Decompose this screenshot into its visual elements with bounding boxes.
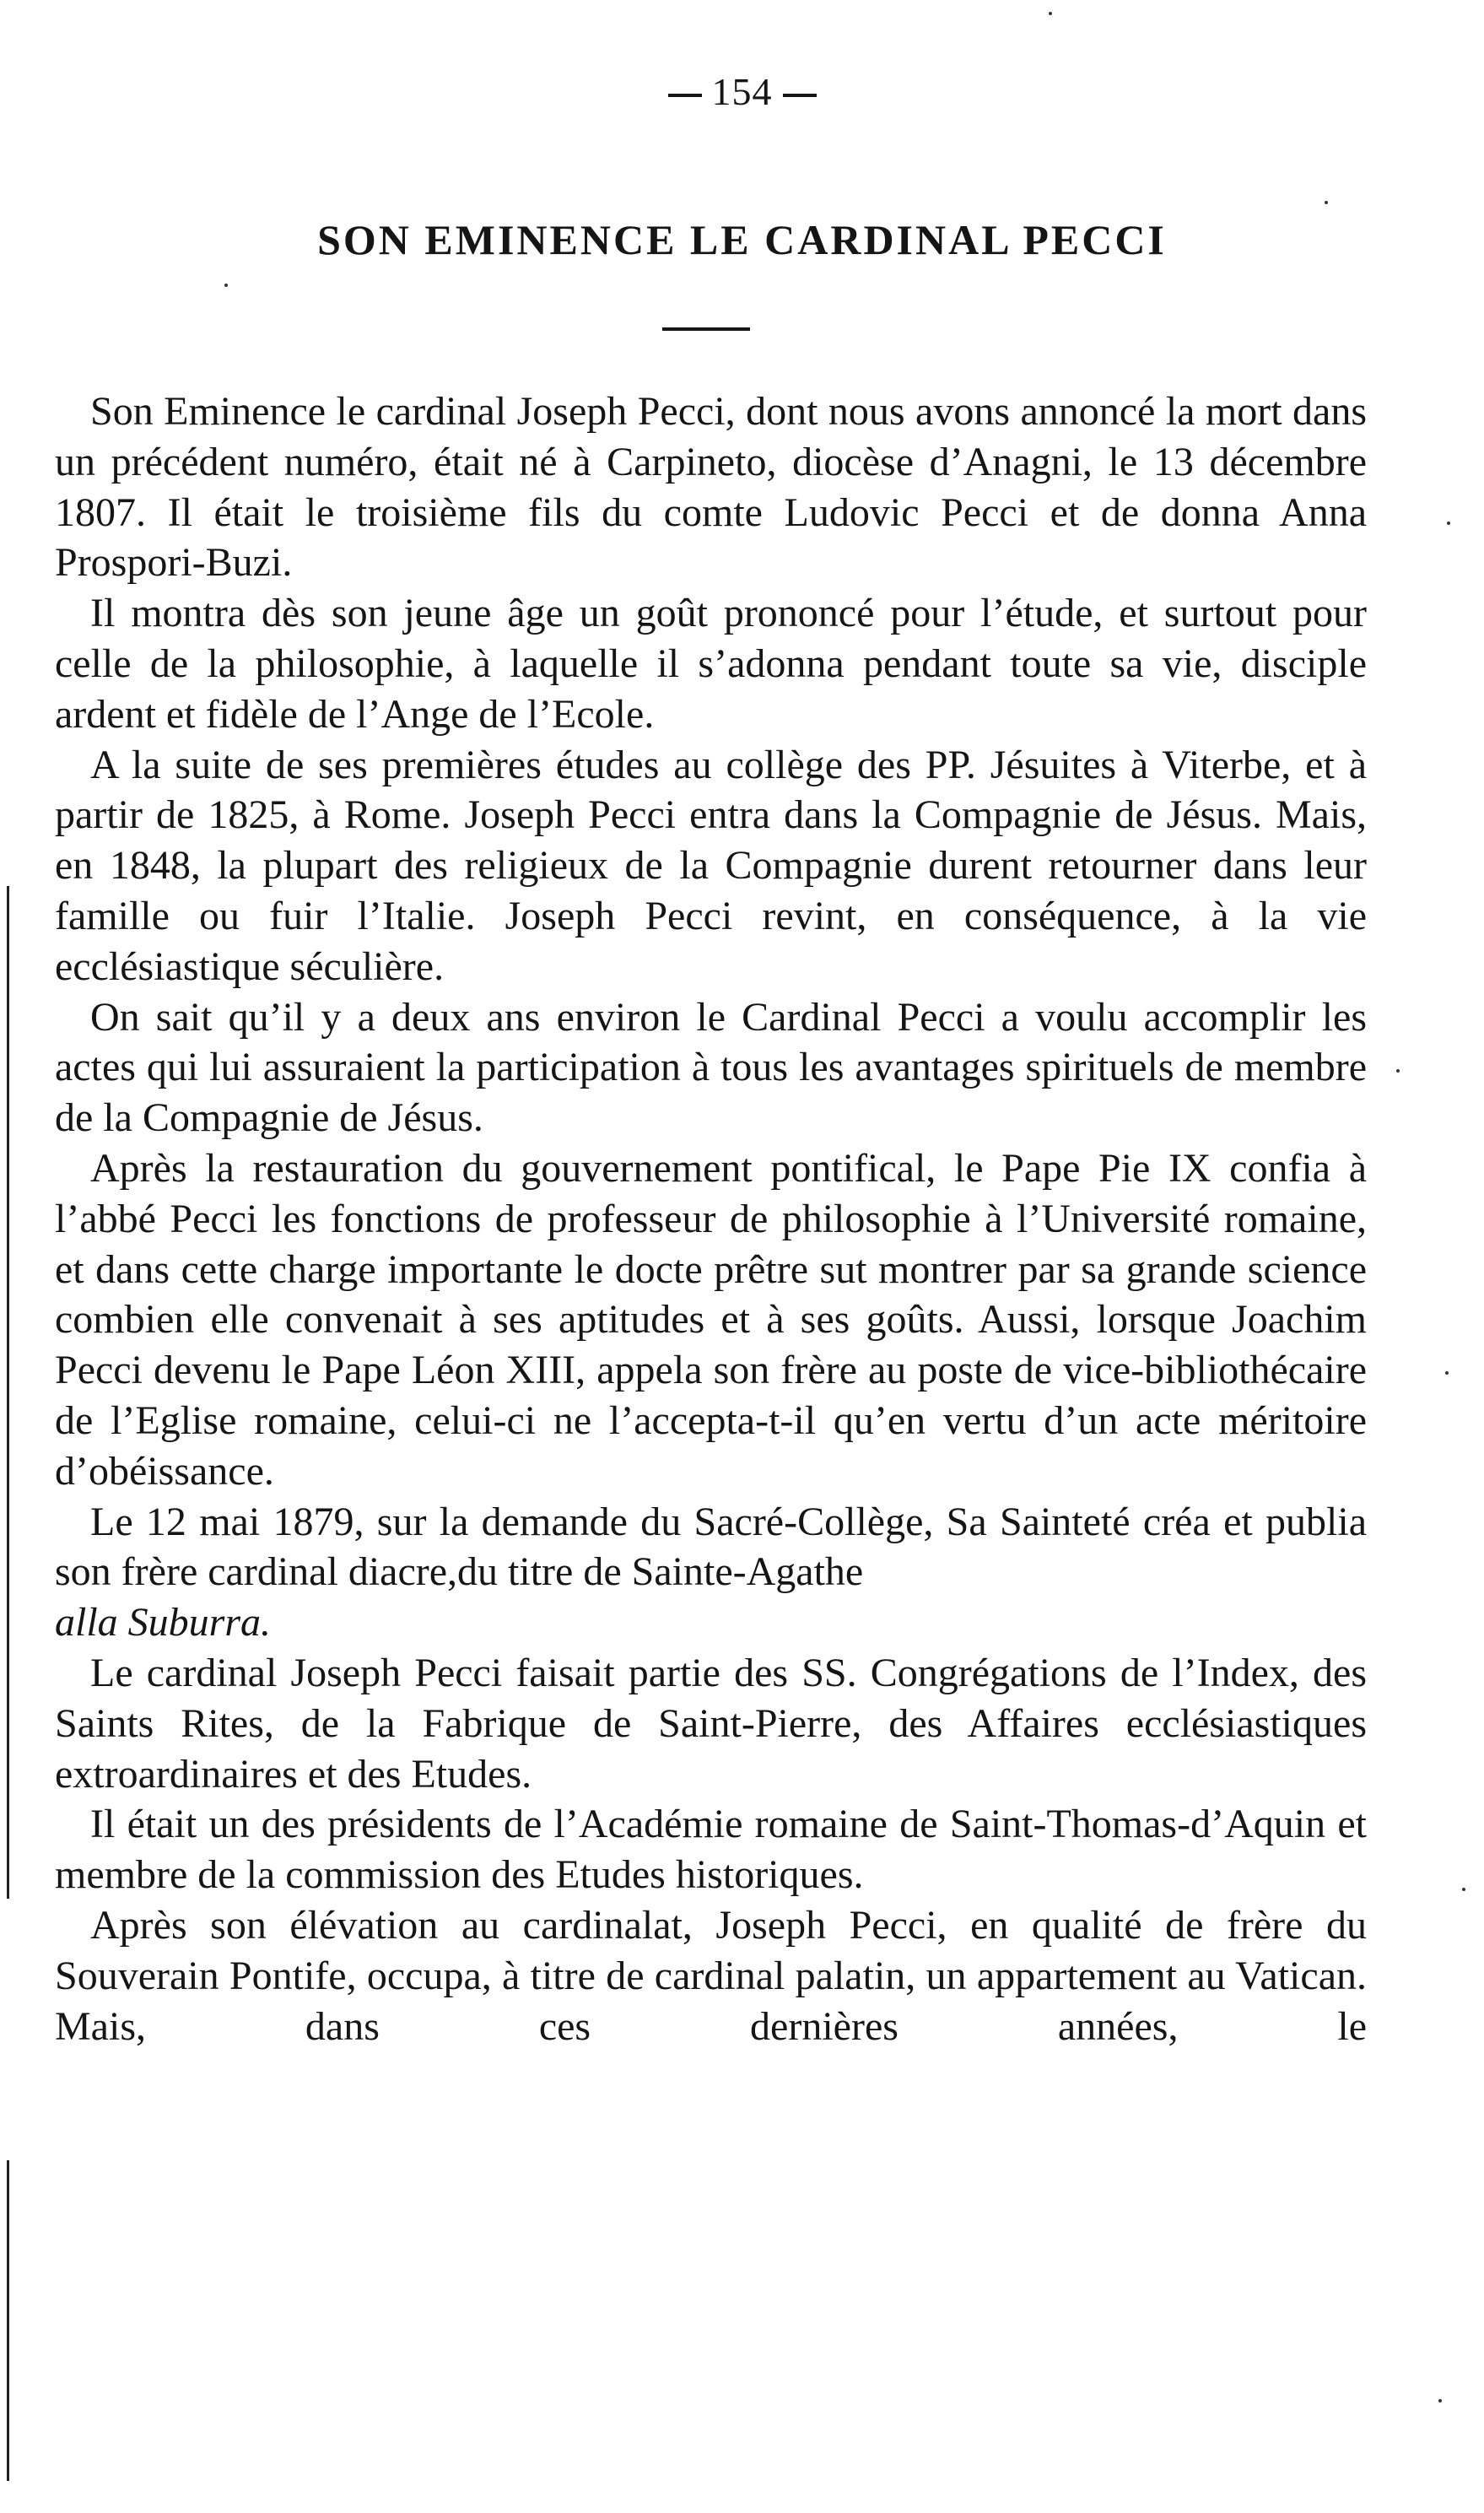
paragraph-9: Après son élévation au cardinalat, Joseph Pecci, en qualité de frère du Souverain Pontife, occupa, à titre de cardinal palatin, un appartement au Vatican. Mais, dans ces dernières années, le: [55, 1902, 1367, 2049]
scan-speck: [1049, 12, 1052, 15]
scan-speck: [1325, 201, 1328, 204]
paragraph-8: Il était un des présidents de l’Académie romaine de Saint-Thomas-d’Aquin et membre de la commission des Etudes historiques.: [55, 1802, 1367, 1898]
paragraph-6-text: Le 12 mai 1879, sur la demande du Sacré-Collège, Sa Sainteté créa et publia son frère cardinal diacre,du titre de Sainte-Agathe: [55, 1499, 1367, 1595]
article-title: SON EMINENCE LE CARDINAL PECCI: [317, 216, 1167, 263]
scan-speck: [1438, 2399, 1442, 2402]
scan-speck: [1462, 1888, 1465, 1891]
scan-speck: [1396, 1069, 1400, 1073]
page-number-value: 154: [711, 70, 773, 113]
page-number-dash-left: [668, 94, 702, 97]
binding-edge-shadow: [7, 886, 9, 1899]
paragraph-4: On sait qu’il y a deux ans environ le Cardinal Pecci a voulu accomplir les actes qui lui assuraient la participation à tous les avantages spirituels de membre de la Compagnie de Jésus.: [55, 994, 1367, 1141]
paragraph-1: Son Eminence le cardinal Joseph Pecci, dont nous avons annoncé la mort dans un précédent numéro, était né à Carpineto, diocèse d’Anagni, le 13 décembre 1807. Il était le troisième fils du comte Ludovic Pecci et de donna Anna Prospori-Buzi.: [55, 389, 1367, 586]
scan-speck: [1447, 522, 1450, 525]
scan-speck: [224, 284, 228, 287]
paragraph-5: Après la restauration du gouvernement pontifical, le Pape Pie IX confia à l’abbé Pecci les fonctions de professeur de philosophie à l’Université romaine, et dans cette charge importante le docte prêtre sut montrer par sa grande science combien elle convenait à ses aptitudes et à ses goûts. Aussi, lorsque Joachim Pecci devenu le Pape Léon XIII, appela son frère au poste de vice-bibliothécaire de l’Eglise romaine, celui-ci ne l’accepta-t-il qu’en vertu d’un acte méritoire d’obéissance.: [55, 1145, 1367, 1494]
title-divider: [662, 327, 750, 331]
paragraph-6-italic-suffix: alla Suburra.: [55, 1600, 272, 1646]
binding-edge-shadow-lower: [7, 2160, 9, 2481]
paragraph-3: A la suite de ses premières études au collège des PP. Jésuites à Viterbe, et à partir de 1825, à Rome. Joseph Pecci entra dans la Compagnie de Jésus. Mais, en 1848, la plupart des religieux de la Compagnie durent retourner dans leur famille ou fuir l’Italie. Joseph Pecci revint, en conséquence, à la vie ecclésiastique séculière.: [55, 742, 1367, 989]
paragraph-7: Le cardinal Joseph Pecci faisait partie des SS. Congrégations de l’Index, des Saints Rites, de la Fabrique de Saint-Pierre, des Affaires ecclésiastiques extroardinaires et des Etudes.: [55, 1650, 1367, 1797]
article-body: [55, 386, 1367, 2051]
paragraph-2: Il montra dès son jeune âge un goût prononcé pour l’étude, et surtout pour celle de la philosophie, à laquelle il s’adonna pendant toute sa vie, disciple ardent et fidèle de l’Ange de l’Ecole.: [55, 591, 1367, 737]
page-number-dash-right: [783, 94, 817, 97]
paragraph-6: [55, 1497, 1367, 1648]
scan-speck: [1445, 1371, 1449, 1375]
page-number: [0, 69, 1484, 114]
